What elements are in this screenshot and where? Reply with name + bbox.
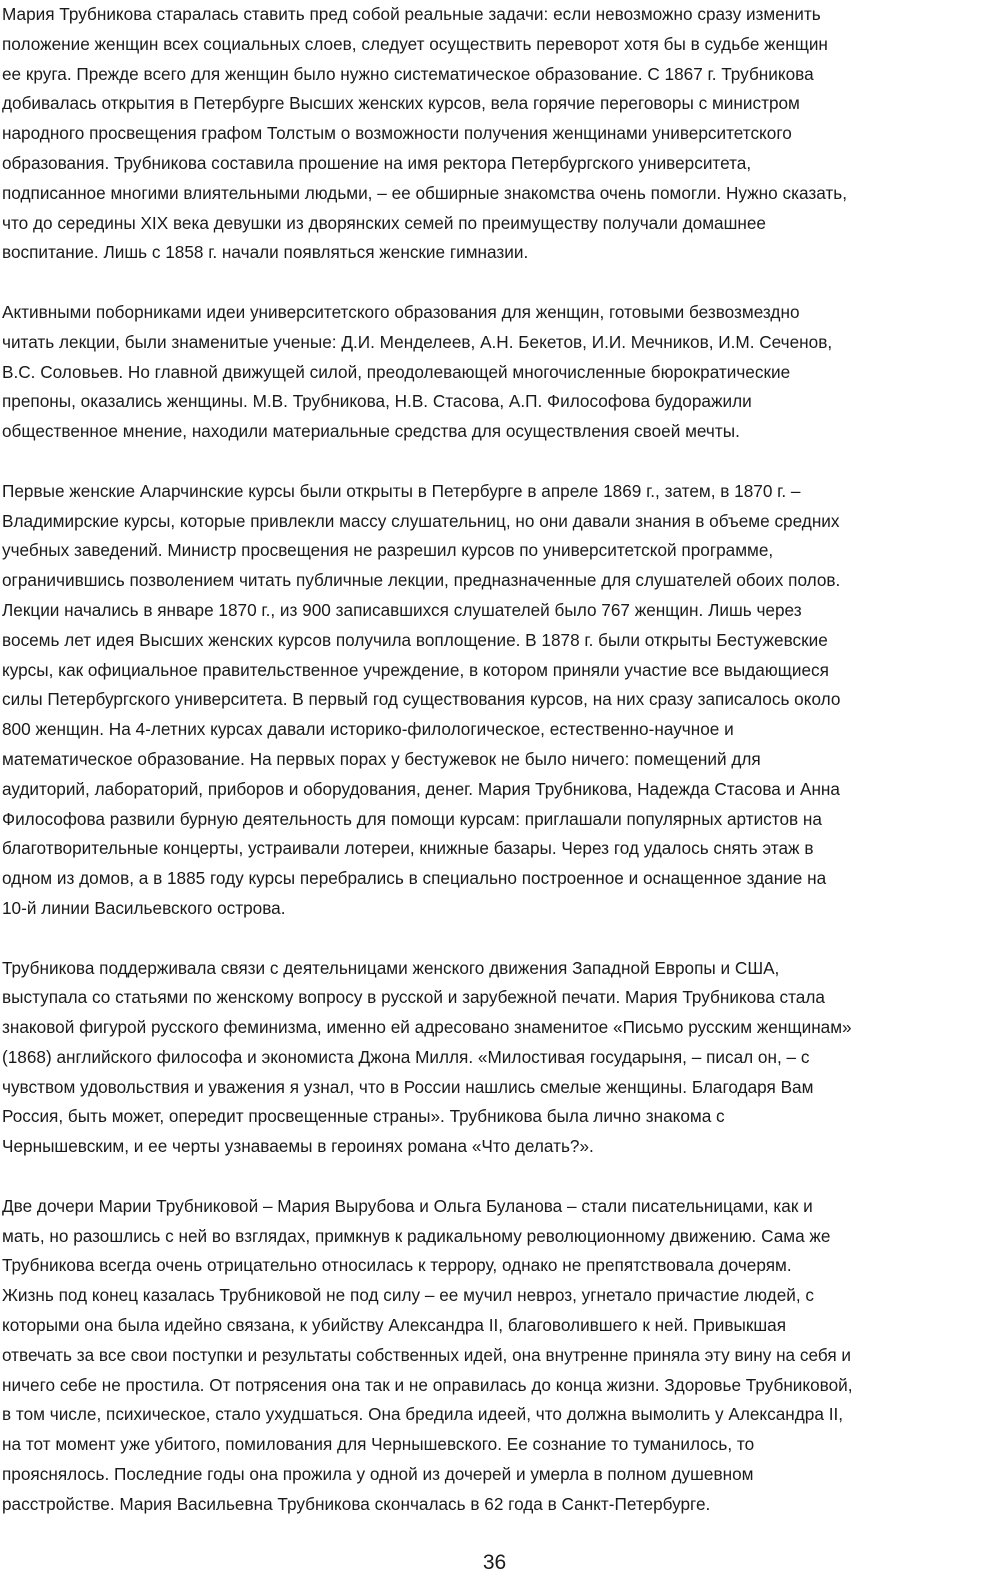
page-body	[2, 0, 987, 1549]
paragraph-1: Мария Трубникова старалась ставить пред собой реальные задачи: если невозможно сразу изменить положение женщин всех социальных слоев, следует осуществить переворот хотя бы в судьбе женщин ее круга. Прежде всего для женщин было нужно систематическое образование. С 1867 г. Трубникова добивалась открытия в Петербурге Высших женских курсов, вела горячие переговоры с министром народного просвещения графом Толстым о возможности получения женщинами университетского образования. Трубникова составила прошение на имя ректора Петербургского университета, подписанное многими влиятельными людьми, – ее обширные знакомства очень помогли. Нужно сказать, что до середины XIX века девушки из дворянских семей по преимуществу получали домашнее воспитание. Лишь с 1858 г. начали появляться женские гимназии.	[2, 4, 848, 263]
paragraph-3: Первые женские Аларчинские курсы были открыты в Петербурге в апреле 1869 г., затем, в 1870 г. – Владимирские курсы, которые привлекли массу слушательниц, но они давали знания в объеме средних учебных заведений. Министр просвещения не разрешил курсов по университетской программе, ограничившись позволением читать публичные лекции, предназначенные для слушателей обоих полов. Лекции начались в январе 1870 г., из 900 записавшихся слушателей было 767 женщин. Лишь через восемь лет идея Высших женских курсов получила воплощение. В 1878 г. были открыты Бестужевские курсы, как официальное правительственное учреждение, в котором приняли участие все выдающиеся силы Петербургского университета. В первый год существования курсов, на них сразу записалось около 800 женщин. На 4-летних курсах давали историко-филологическое, естественно-научное и математическое образование. На первых порах у бестужевок не было ничего: помещений для аудиторий, лабораторий, приборов и оборудования, денег. Мария Трубникова, Надежда Стасова и Анна Философова развили бурную деятельность для помощи курсам: приглашали популярных артистов на благотворительные концерты, устраивали лотереи, книжные базары. Через год удалось снять этаж в одном из домов, а в 1885 году курсы перебрались в специально построенное и оснащенное здание на 10-й линии Васильевского острова.	[2, 480, 841, 918]
page-number: 36	[482, 1551, 507, 1574]
paragraph-4: Трубникова поддерживала связи с деятельницами женского движения Западной Европы и США, выступала со статьями по женскому вопросу в русской и зарубежной печати. Мария Трубникова стала знаковой фигурой русского феминизма, именно ей адресовано знаменитое «Письмо русским женщинам» (1868) английского философа и экономиста Джона Милля. «Милостивая государыня, – писал он, – с чувством удовольствия и уважения я узнал, что в России нашлись смелые женщины. Благодаря Вам Россия, быть может, опередит просвещенные страны». Трубникова была лично знакома с Чернышевским, и ее черты узнаваемы в героинях романа «Что делать?».	[2, 957, 852, 1157]
paragraph-2: Активными поборниками идеи университетского образования для женщин, готовыми безвозмездно читать лекции, были знаменитые ученые: Д.И. Менделеев, А.Н. Бекетов, И.И. Мечников, И.М. Сеченов, В.С. Соловьев. Но главной движущей силой, преодолевающей многочисленные бюрократические препоны, оказались женщины. М.В. Трубникова, Н.В. Стасова, А.П. Философова будоражили общественное мнение, находили материальные средства для осуществления своей мечты.	[2, 301, 833, 442]
paragraph-5: Две дочери Марии Трубниковой – Мария Вырубова и Ольга Буланова – стали писательницами, как и мать, но разошлись с ней во взглядах, примкнув к радикальному революционному движению. Сама же Трубникова всегда очень отрицательно относилась к террору, однако не препятствовала дочерям. Жизнь под конец казалась Трубниковой не под силу – ее мучил невроз, угнетало причастие людей, с которыми она была идейно связана, к убийству Александра II, благоволившего к ней. Привыкшая отвечать за все свои поступки и результаты собственных идей, она внутренне приняла эту вину на себя и ничего себе не простила. От потрясения она так и не оправилась до конца жизни. Здоровье Трубниковой, в том числе, психическое, стало ухудшаться. Она бредила идеей, что должна вымолить у Александра II, на тот момент уже убитого, помилования для Чернышевского. Ее сознание то туманилось, то прояснялось. Последние годы она прожила у одной из дочерей и умерла в полном душевном расстройстве. Мария Васильевна Трубникова скончалась в 62 года в Санкт-Петербурге.	[2, 1195, 853, 1514]
